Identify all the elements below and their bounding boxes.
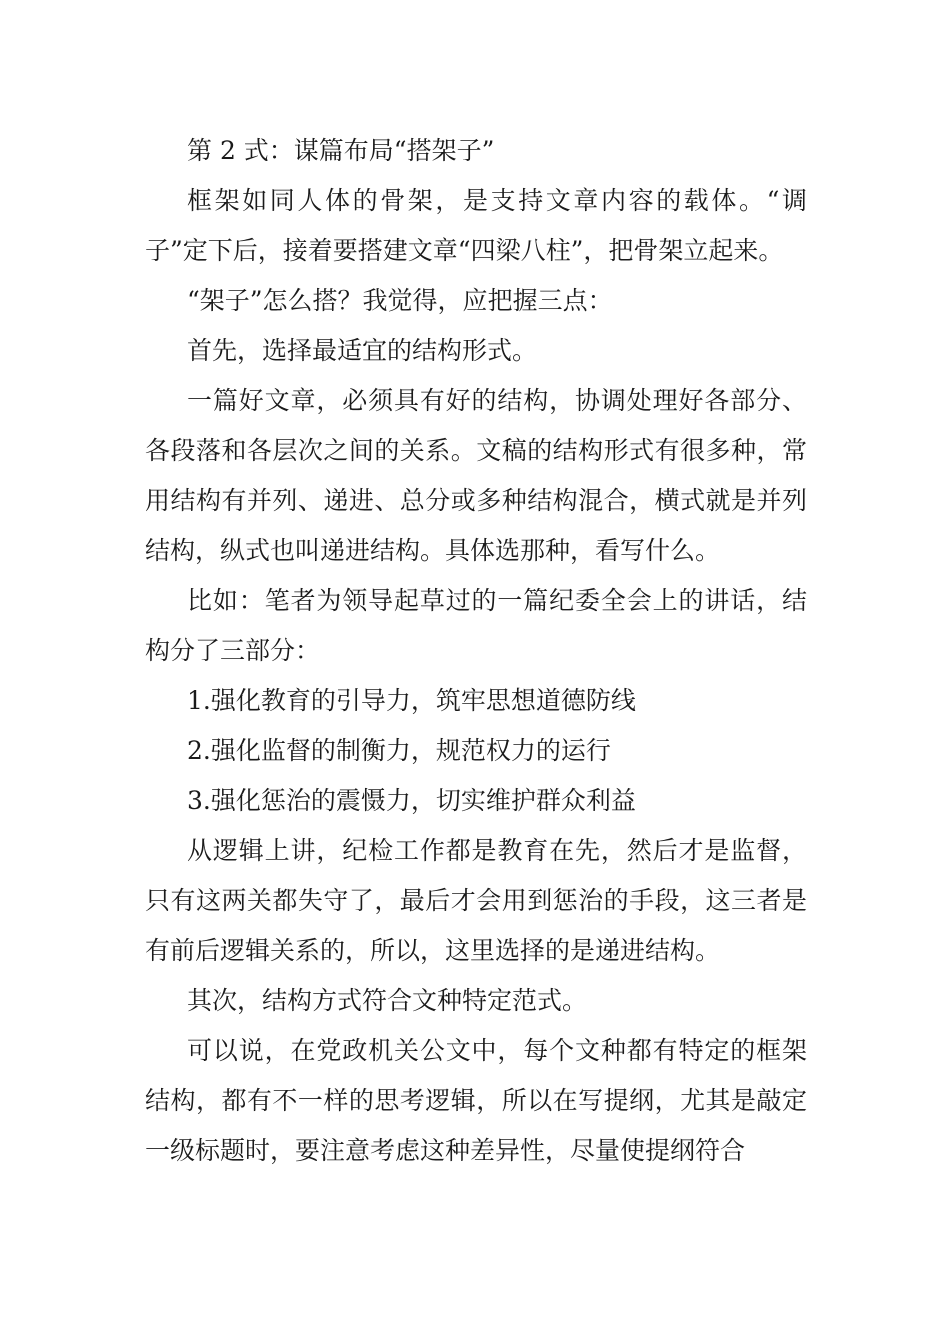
list-item: 1.强化教育的引导力，筑牢思想道德防线 xyxy=(187,686,636,715)
list-item: 2.强化监督的制衡力，规范权力的运行 xyxy=(187,736,611,765)
paragraph: 比如：笔者为领导起草过的一篇纪委全会上的讲话，结构分了三部分： xyxy=(145,586,807,665)
paragraph: 框架如同人体的骨架，是支持文章内容的载体。“调子”定下后，接着要搭建文章“四梁八柱”，把骨架立起来。 xyxy=(145,186,807,265)
paragraph: “架子”怎么搭？我觉得，应把握三点： xyxy=(187,286,613,315)
document-body xyxy=(145,126,807,1176)
paragraph: 从逻辑上讲，纪检工作都是教育在先，然后才是监督，只有这两关都失守了，最后才会用到惩治的手段，这三者是有前后逻辑关系的，所以，这里选择的是递进结构。 xyxy=(145,836,807,965)
list-item: 3.强化惩治的震慑力，切实维护群众利益 xyxy=(187,786,636,815)
sub-heading: 首先，选择最适宜的结构形式。 xyxy=(187,336,538,365)
section-heading: 第 2 式：谋篇布局“搭架子” xyxy=(187,136,495,165)
sub-heading: 其次，结构方式符合文种特定范式。 xyxy=(187,986,588,1015)
paragraph: 一篇好文章，必须具有好的结构，协调处理好各部分、各段落和各层次之间的关系。文稿的结构形式有很多种，常用结构有并列、递进、总分或多种结构混合，横式就是并列结构，纵式也叫递进结构。具体选那种，看写什么。 xyxy=(145,386,807,565)
paragraph: 可以说，在党政机关公文中，每个文种都有特定的框架结构，都有不一样的思考逻辑，所以在写提纲，尤其是敲定一级标题时，要注意考虑这种差异性，尽量使提纲符合 xyxy=(145,1036,807,1165)
